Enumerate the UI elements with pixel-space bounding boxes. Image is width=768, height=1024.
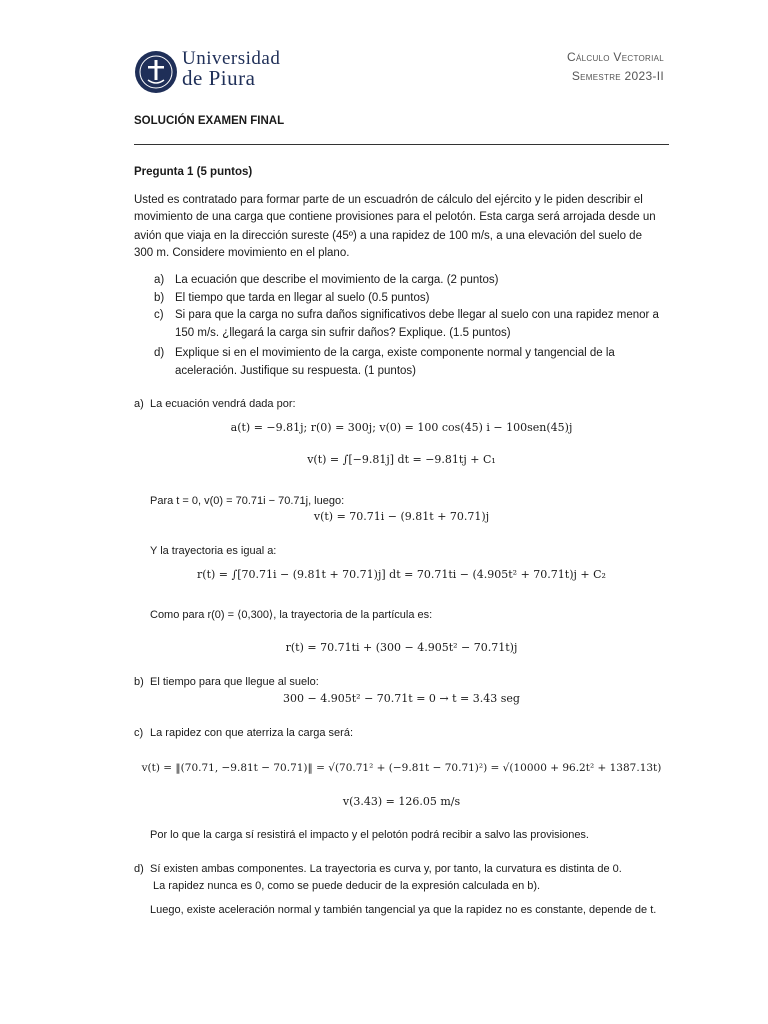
solution-d-label: d) (134, 863, 144, 875)
solution-a-para: Para t = 0, v(0) = 70.71i − 70.71j, luego: (150, 495, 345, 507)
title-divider (134, 144, 669, 145)
question-item-a (154, 272, 669, 289)
equation-a5: r(t) = 70.71ti + (300 − 4.905t² − 70.71t)j (285, 641, 518, 654)
question-statement-line4: 300 m. Considere movimiento en el plano. (134, 247, 350, 259)
equation-c1: v(t) = ‖(70.71, −9.81t − 70.71)‖ = √(70.71² + (−9.81t − 70.71)²) = √(10000 + 96.2t² + 1387.13t) (141, 762, 662, 774)
question-statement-line1: Usted es contratado para formar parte de un escuadrón de cálculo del ejército y le piden describir el (134, 194, 643, 206)
item-text-cont: 150 m/s. ¿llegará la carga sin sufrir daños? Explique. (1.5 puntos) (175, 327, 511, 339)
solution-a-label: a) (134, 398, 144, 410)
equation-a3: v(t) = 70.71i − (9.81t + 70.71)j (313, 510, 490, 523)
item-text: Explique si en el movimiento de la carga, existe componente normal y tangencial de la (175, 347, 615, 359)
university-seal-icon (134, 40, 178, 104)
semester: Semestre 2023-II (571, 69, 664, 83)
solution-d-line2: La rapidez nunca es 0, como se puede deducir de la expresión calculada en b). (153, 880, 541, 892)
item-label: a) (154, 274, 165, 286)
solution-d-line1: Sí existen ambas componentes. La trayectoria es curva y, por tanto, la curvatura es distinta de 0. (150, 863, 622, 875)
solution-b-label: b) (134, 676, 144, 688)
solution-c-label: c) (134, 727, 144, 739)
question-heading: Pregunta 1 (5 puntos) (134, 166, 253, 178)
solution-c-intro: La rapidez con que aterriza la carga será: (150, 727, 354, 739)
question-statement-line2: movimiento de una carga que contiene provisiones para el pelotón. Esta carga será arrojada desde un (134, 211, 656, 223)
equation-a2: v(t) = ∫[−9.81j] dt = −9.81tj + C₁ (307, 453, 496, 466)
document-title: SOLUCIÓN EXAMEN FINAL (134, 115, 285, 127)
solution-c-conclusion: Por lo que la carga sí resistirá el impacto y el pelotón podrá recibir a salvo las provisiones. (150, 829, 589, 841)
question-statement-line3: avión que viaja en la dirección sureste (45º) a una rapidez de 100 m/s, a una elevación del suelo de (134, 230, 642, 242)
question-item-c (154, 307, 669, 343)
item-text: Si para que la carga no sufra daños significativos debe llegar al suelo con una rapidez menor a (175, 309, 659, 321)
question-item-b (154, 290, 669, 307)
item-label: d) (154, 347, 165, 359)
item-label: c) (154, 309, 164, 321)
item-text-cont: aceleración. Justifique su respuesta. (1 puntos) (175, 365, 416, 377)
equation-b: 300 − 4.905t² − 70.71t = 0 → t = 3.43 seg (283, 692, 520, 705)
university-name-line2: de Piura (182, 66, 256, 90)
university-name-line1: Universidad (182, 48, 281, 69)
question-item-d (154, 345, 669, 381)
item-text: El tiempo que tarda en llegar al suelo (0.5 puntos) (175, 292, 430, 304)
course-name: Cálculo Vectorial (567, 50, 664, 64)
equation-a1: a(t) = −9.81j; r(0) = 300j; v(0) = 100 cos(45) i − 100sen(45)j (230, 421, 573, 434)
item-label: b) (154, 292, 165, 304)
solution-a-trayectoria: Y la trayectoria es igual a: (150, 545, 277, 557)
solution-d-line3: Luego, existe aceleración normal y también tangencial ya que la rapidez no es constante, depende de t. (150, 904, 657, 916)
equation-c2: v(3.43) = 126.05 m/s (342, 795, 461, 808)
item-text: La ecuación que describe el movimiento de la carga. (2 puntos) (175, 274, 499, 286)
solution-a-intro: La ecuación vendrá dada por: (150, 398, 296, 410)
solution-b-intro: El tiempo para que llegue al suelo: (150, 676, 319, 688)
solution-a-como: Como para r(0) = ⟨0,300⟩, la trayectoria de la partícula es: (150, 609, 433, 621)
equation-a4: r(t) = ∫[70.71i − (9.81t + 70.71)j] dt = 70.71ti − (4.905t² + 70.71t)j + C₂ (197, 568, 606, 581)
